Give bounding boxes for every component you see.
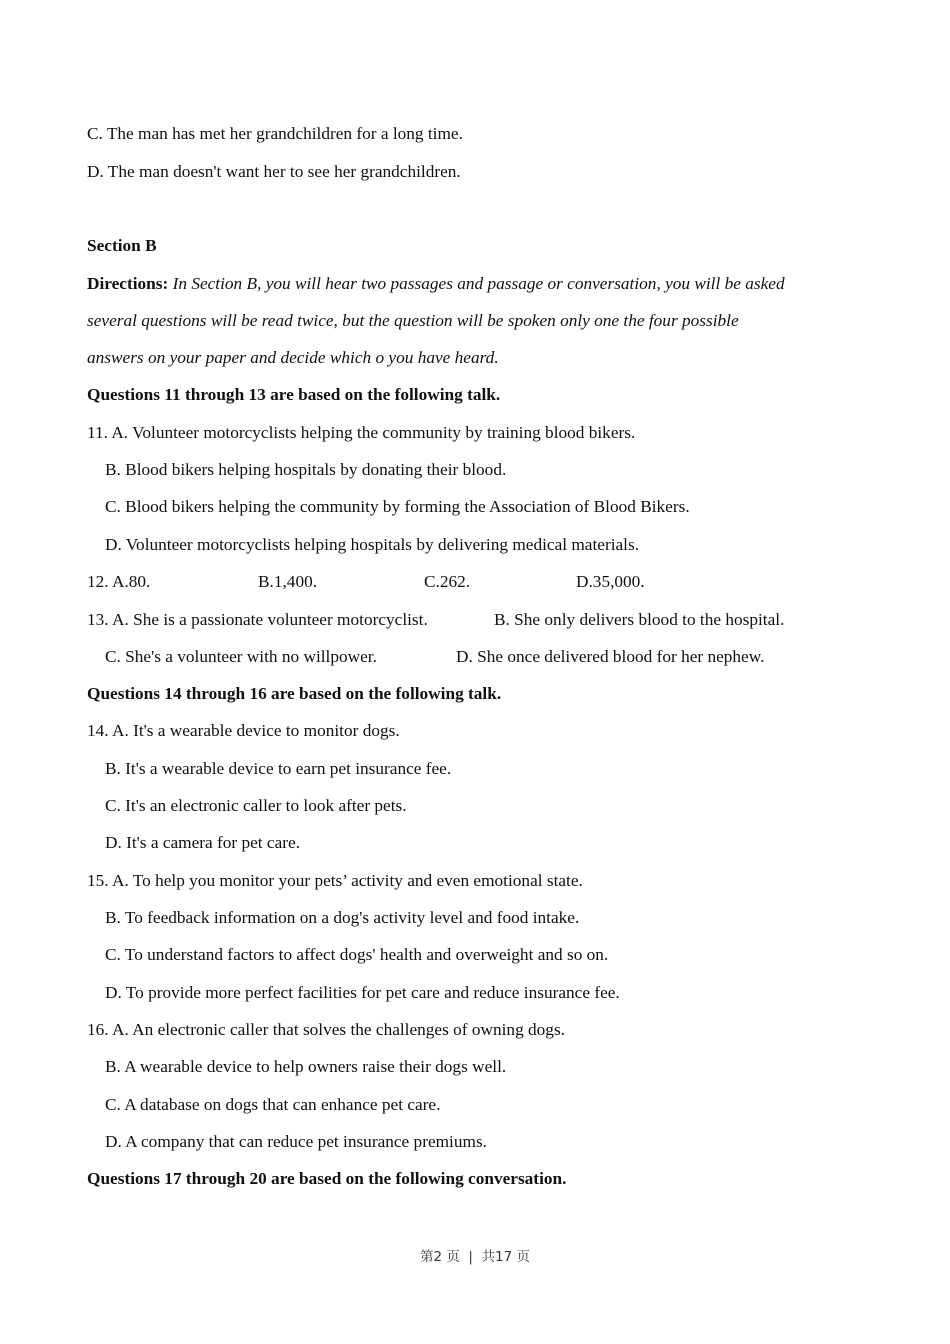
directions-text-1: In Section B, you will hear two passages and passage or conversation, you will be asked [172, 274, 785, 293]
group-heading-17-20: Questions 17 through 20 are based on the following conversation. [87, 1169, 567, 1188]
q13-option-d: D. She once delivered blood for her nephew. [456, 647, 765, 666]
q16-option-b: B. A wearable device to help owners raise their dogs well. [105, 1057, 507, 1076]
q11-option-a: 11. A. Volunteer motorcyclists helping the community by training blood bikers. [87, 423, 636, 442]
directions-text-3: answers on your paper and decide which o you have heard. [87, 348, 499, 367]
section-title: Section B [87, 236, 157, 255]
q16-option-a: 16. A. An electronic caller that solves the challenges of owning dogs. [87, 1020, 565, 1039]
page-footer: 第2 页 | 共17 页 [419, 1249, 531, 1265]
directions-label: Directions: [87, 274, 169, 293]
q13-option-a: 13. A. She is a passionate volunteer motorcyclist. [87, 610, 428, 629]
q14-option-a: 14. A. It's a wearable device to monitor dogs. [87, 721, 400, 740]
q14-option-c: C. It's an electronic caller to look after pets. [105, 796, 407, 815]
q13-option-c: C. She's a volunteer with no willpower. [105, 647, 377, 666]
group-heading-11-13: Questions 11 through 13 are based on the following talk. [87, 385, 501, 404]
q14-option-d: D. It's a camera for pet care. [105, 833, 301, 852]
q15-option-a: 15. A. To help you monitor your pets’ activity and even emotional state. [87, 871, 583, 890]
q16-option-c: C. A database on dogs that can enhance pet care. [105, 1095, 441, 1114]
group-heading-14-16: Questions 14 through 16 are based on the following talk. [87, 684, 502, 703]
prev-option-d: D. The man doesn't want her to see her grandchildren. [87, 162, 461, 181]
q15-option-c: C. To understand factors to affect dogs' health and overweight and so on. [105, 945, 609, 964]
q12-option-d: D.35,000. [576, 572, 645, 591]
q11-option-d: D. Volunteer motorcyclists helping hospitals by delivering medical materials. [105, 535, 640, 554]
q15-option-d: D. To provide more perfect facilities for pet care and reduce insurance fee. [105, 983, 620, 1002]
q14-option-b: B. It's a wearable device to earn pet insurance fee. [105, 759, 452, 778]
q12-option-c: C.262. [424, 572, 471, 591]
q11-option-c: C. Blood bikers helping the community by forming the Association of Blood Bikers. [105, 497, 690, 516]
directions-text-2: several questions will be read twice, but the question will be spoken only one the four possible [87, 311, 739, 330]
q15-option-b: B. To feedback information on a dog's activity level and food intake. [105, 908, 580, 927]
q16-option-d: D. A company that can reduce pet insurance premiums. [105, 1132, 487, 1151]
prev-option-c: C. The man has met her grandchildren for a long time. [87, 124, 463, 143]
directions [87, 274, 785, 294]
q12-option-a: 12. A.80. [87, 572, 151, 591]
q12-option-b: B.1,400. [258, 572, 318, 591]
q13-option-b: B. She only delivers blood to the hospital. [494, 610, 785, 629]
q11-option-b: B. Blood bikers helping hospitals by donating their blood. [105, 460, 507, 479]
